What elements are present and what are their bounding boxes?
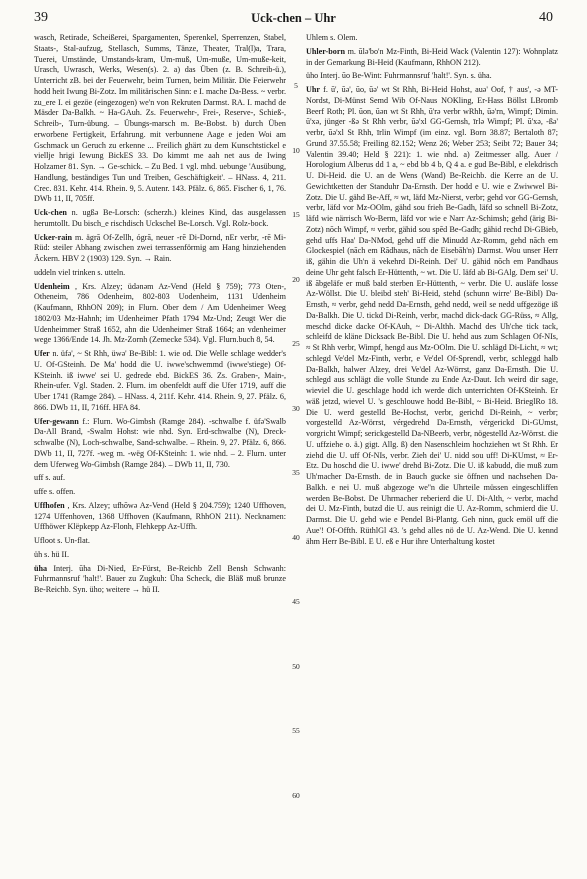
entry-headword: Ucker-rain: [34, 232, 73, 242]
line-number: 10: [292, 145, 300, 155]
entry-text: Uhlem s. Olem.: [306, 33, 358, 42]
entry-text: uddeln viel trinken s. utteln.: [34, 267, 126, 277]
dictionary-entry: [34, 550, 286, 561]
dictionary-entry: [34, 33, 286, 205]
dictionary-entry: [34, 536, 286, 547]
entry-text: f. ū', ūə', ūo, ūə' wt St Rhh, Bi-Heid Hohst, auə' Oof, † aus', -ə MT-Nordst, Di-Münst Semd Wib Of-Naus NOKling, Er-Hass Böllst LBromb Beerf Roth; Pl. ūon, ūən wt St Rhh, ū'rə verbr wRhh, ūə'rn, Wimpf; Dimin. ū'xə, jünger -ßə St Rhh verbr, ūə'xl GG-Gernsh, īrlə Wimpf; Pl. ū'xə, -ßə' verbr, ūə'xl St Rhh, īrlin Wimpf (im einz. vgl. Born 38.87; Bertaloth 87; Grund 37.55.58; Freiling 82.152; Wenz 26; Weber 253; Seibt 72; Bauer 34; Valentin 39.40; Held § 221): 1. wie nhd. a) Zeitmesser allg. Auer / Horologium Alberus dd 1 a, ~ ebd bb 4 b, Q 4 a. e gud Be-Bibl, e elekdrisch U. Di-Heid. die U. an de Wens (Wand) Be-Reichb. die Kerre an de U. Gewichtketten der Standuhr Da-Ernsth. Der hodd e U. wie e Zwiwwel Bi-Zotz. Die U. gähd Be-Aff, ≈ wt, läfd Mz-Nierst, verbr; gehd vor GG-Gernsh, verbr, läfd vor Mz-OOlm, gähd sou frieh Be-Gadh, läfd so schnell Bi-Zotz, läfd wie närrisch Wo-Berm, läfd vor wie e Narr Az-Schimsh; gehd (ärig Bi-Zotz) nōch Wimpf, ≈ verbr, gähid sou spēd Be-Gadh; gähid rechd Di-GBieb, gehd uffs Haa' Da-NMod, gehd uff die Minudd Az-Romm, gehd nāch em Glockespiel (nāch em Rādhaus, nāch de Eisebāh'n) Darmst. Wou unser Herr iß, gähin die Uh'n ä vekehrd Di-Reinh. Dei' U. gähid nōch em Pandhaus deine Uhr geht falsch Er-Hüttenth, ~ wt. Die U. läfd ab Bi-GAlg. Dem sei' U. iß ābgeläfe er muß bald sterben Er-Hüttenth, ~ verbr. Die U. ausläfe losse Az-Wöllst. Die U. bleibd steh' Bi-Heid, stehd (schunn wirre' Be-Bibl) Da-Ernsth, ≈ verbr, gehd nedd Da-Ernsth, gehd nedd, weil se nedd uffgezöge iß Da-Balkh. Die U. tickd Di-Reinh, verbr, machd dick-dack GG-Rüss, ≈ Allg, meschd dicke dacke Of-KAuh, ~ Di-Althh. Machd des Uh'che tick tack, schleifd de kläne Dicksack Be-Bibl. Die U. hehd aus zum Schlagen Of-NIs, ≈ St Rhh verbr, Wimpf, hengd aus Mz-OOlm. Die U. schlägd Di-Licht, ≈ wt; schlegd Ve'del Mz-Finth, verbr, e Ve'del Of-Sprendl, verbr, schleggd halb Da-Balkh, halwer Alzey, drei Ve'del Az-Wörrst, ganz Da-Ernsth. Die U. schlegd aus schlägt die volle Stunde zu Ende Az-Daut. Ich weird dir sage, wieviel die U. geschlage hodd ich werde dich unterrichten Of-KSteinh. Er wäß jetzd, wievel U. 's geschlouwe hodd Be-Bibl, ~ Bi-Heid. BrieglRo 18. Die U. werd gestelld Be-Hochst, verbr, gerichd Di-Reinh, ~ verbr; vorgestelld Az-Wörrst, vérgedrehd Da-Ernsth, vérgerickd Di-GUmst, vorgricht Wimpf; serickgestelld Da-NBeerb, verbr, nögestelld Az-Wörrst. die U. uffziehe o. ä.) gigt. Allg. ß) den Nasenschleim hochziehen wt St Rhh. Er ziehd die U. uff Of-NIs, verbr. Zieh dei' U. nidd sou uff! Di-KUmst, ≈ Er-Etz. Du hoschd die U. iwwe' drehd Bi-Zotz. Die U. iß kabudd, die muß zum Uh'macher Da-Ernsth. de in Bauch gucke sie öffnen und nachsehen Da-Balkh. e nei U. muß abgezoge we''n die Uhrteile müssen eingeschliffen werden Be-Bobst. De Uhrmacher reberierd die U. Di-Alth, ~ verbr, machd dei U. Mz-Finth, butzd die U. aus reinigt die U. Az-Romm, schmierd die U. Darmst. Die U. gehd wie e Pendel Bi-Plantg. Geh ninn, guck emöl uff die Aue'! Of-Offth. RüthlGl 43. 's gehd alles nö de U. Az-Wend. Die U. kennd ähm Herr Be-Bibl. E U. eß e Hur ihre Unterhaltung kostet: [306, 85, 558, 546]
line-number: 5: [294, 81, 298, 90]
line-number-gutter: [289, 33, 303, 863]
entry-text: m. ūlə'bo'n Mz-Finth, Bi-Heid Wack (Valentin 127): Wohnplatz in der Gemarkung Bi-Heid (Kaufmann, RhhON 212).: [306, 46, 558, 67]
entry-headword: Uck-chen: [34, 208, 67, 217]
line-number: 45: [292, 597, 300, 606]
entry-headword: Ufer-gewann: [34, 416, 79, 426]
dictionary-entry: [34, 473, 286, 484]
line-number: 50: [292, 661, 300, 671]
dictionary-entry: [34, 417, 286, 471]
dictionary-entry: [306, 85, 558, 547]
entry-text: Interj. ūha Di-Nied, Er-Fürst, Be-Reichb Zell Bensh Schwanh: Fuhrmannsruf 'halt!'. Bauer zu Zugkuh: Üha Scheck, die Bläß muß brunze Be-Reichb. Syn. üho; weitere → hü II.: [34, 563, 286, 594]
dictionary-entry: [34, 487, 286, 498]
page-header: [34, 10, 553, 30]
dictionary-entry: [34, 282, 286, 347]
dictionary-entry: [34, 208, 286, 230]
entry-headword: üha: [34, 563, 48, 573]
line-number: 20: [292, 274, 300, 284]
entry-text: , Krs. Alzey; ufhōwə Az-Vend (Held § 204.759); 1240 Uffhoven, 1274 Uffenhoven, 1368 Uffhoven (Kaufmann, RhhON 211). Necknamen: Uffhöwer Klëpkepp Az-Flonh, Flehkepp Az-Uffh.: [34, 500, 286, 532]
left-column: [34, 33, 286, 863]
entry-headword: Uffhofen: [34, 500, 65, 510]
running-head: Uck-chen – Uhr: [251, 11, 336, 25]
line-number: 35: [292, 468, 300, 477]
dictionary-entry: [34, 349, 286, 414]
dictionary-entry: [34, 233, 286, 265]
dictionary-entry: [34, 268, 286, 279]
dictionary-entry: [306, 33, 558, 44]
entry-text: uffe s. offen.: [34, 487, 76, 496]
entry-text: wasch, Retirade, Scheißerei, Spargamenten, Sperenkel, Sperrenzen, Stabel, Staats-, Stal-aufzug, Stellasch, Summs, Tänze, Theater, Tral(l)a, Trara, Tuerei, Umstände, Umstands-kram, Um-muß, Um-muße, Um-muße-keit, Urasch, Uwrasch, Werks, Wesen(s). 2. a) das Üben (z. B. Schreib-ü.), Unterricht zB. bei der Feuerwehr, beim Turnen, beim Militär. Die Feierwehr hodd heit Iwung Bi-Zotz. Im militärischen Sinn: e I. mache Da-Bess. ~ verbr. zu_ere I. ei gezöe (eingezogen) we'n von Rekruten Darmst. RA. I. machd de Mäsder Da-Balkh. ~ Ha-GAuh. Zs. Feuerwehr-, Frei-, Reserve-, Schieß-, Schreib-, Turn-übung. – Übungs-marsch m. Be-Bobst. b) durch Üben erworbene Fertigkeit, Erfahrung. mit verbunnene Aage e jeden Woi am Gschmack un Geruch zu erkenne ... Freilich ghärt zu dem Kunschtstickel e viellje hrigi Iewung BickES 33. Do kimmt me aah net aus de Iwing Holzamer 81. Syn. → Ge-schick. – Zu Bed. 1 vgl. mhd. uebunge 'Ausübung, Handlung, beständiges Tun und Treiben, Geschäftigkeit'. – HNass. 4, 211. Crec. 831. Kehr. 414. Rhein. 9, 5. Autenr. 143. Pfälz. 6, 865. Fischer 6, 1, 76. DWb 11, II, 705ff.: [34, 33, 286, 204]
entry-headword: Udenheim: [34, 281, 70, 291]
line-number: 55: [292, 726, 300, 735]
entry-text: , Krs. Alzey; üdənəm Az-Vend (Held § 759); 773 Oten-, Otheneim, 786 Odenheim, 802-803 Uodenheim, 1131 Udenheim (Kaufmann, RhhON 209); in Flurn. Ober dem / Am Udenheimer Weeg 1802/03 Mz-Hahnh; im Udenheimer Pfath 1794 Mz-Und; Zeugt Wer die Udenheimmer Straß 1652, ahn die Udenheimer Straß 1664; an vdenheimer wege 1366/Ende 14. Jh. Mz-Zornh (Zemecke 534). Vgl. Flurn.buch 8, 54.: [34, 281, 286, 345]
dictionary-entry: [34, 501, 286, 533]
entry-text: uff s. auf.: [34, 473, 65, 483]
dictionary-entry: [306, 71, 558, 82]
entry-text: f.: Flurn. Wo-Gimbsh (Ramge 284). -schwalbe f. üfə'Swalb Da-All Brand, -Swalm Hohst: wie nhd. Syn. Erd-schwalbe (N), Dreck-schwalbe (N), Loch-schwalbe, Sand-schwalbe. – Rhein. 9, 27. Pfälz. 6, 866. DWb 11, II, 727f. -weg m. -wëg Of-KSteinh: 1. wie nhd. – 2. Flurn. unter dem Uferweg Wo-Gimbsh (Ramge 284). – DWb 11, II, 730.: [34, 416, 286, 469]
entry-text: n. ugßə Be-Lorsch: (scherzh.) kleines Kind, das ausgelassen herumtollt. Du bisch_e rischdisch Uckschel Be-Lorsch. Vgl. Rolz-bock.: [34, 208, 286, 228]
dictionary-entry: [34, 564, 286, 596]
line-number: 40: [292, 532, 300, 542]
line-number: 30: [292, 403, 300, 413]
page-number-left: 39: [34, 10, 48, 25]
entry-headword: Ufer: [34, 349, 50, 358]
right-column: [306, 33, 558, 863]
page-number-right: 40: [539, 10, 553, 25]
entry-headword: Uhler-born: [306, 46, 345, 56]
entry-text: üho Interj. ūo Be-Wint: Fuhrmannsruf 'halt!'. Syn. s. üha.: [306, 71, 492, 81]
entry-text: Ufloot s. Un-flat.: [34, 536, 90, 545]
dictionary-entry: [306, 47, 558, 69]
line-number: 60: [292, 790, 300, 800]
entry-text: n. üfə', ~ St Rhh, üwə' Be-Bibl: 1. wie od. Die Welle schlage wedder's U. Of-GSteinh. De Ma' hodd die U. iwwe'schwemmd (iwwe'stiege) Of-KSteinh. iß iwwe' sei U. gedrede ebd. BickES 36. Zs. Graben-, Main-, Rhein-ufer. Vgl. Staden. 2. Flurn. im obenfeldt auff die Ufer 1719, auff die Uber 1741 (Ramge 284). – HNass. 4, 211f. Kehr. 414. Rhein. 9, 27. Pfälz. 6, 866. DWb 11, II, 716ff. HFA 84.: [34, 349, 286, 412]
line-number: 15: [292, 210, 300, 219]
entry-text: üh s. hü II.: [34, 549, 69, 559]
entry-headword: Uhr: [306, 85, 320, 94]
line-number: 25: [292, 339, 300, 348]
entry-text: m. ägrā Of-Zellh, ógrā, neuer -rē Di-Dornd, nEr verbr, -rē Mi-Rüd: steiler Abhang zwischen zwei terrassenförmig am Hang hinziehenden Äckern. HBV 2 (1903) 129. Syn. → Rain.: [34, 232, 286, 263]
